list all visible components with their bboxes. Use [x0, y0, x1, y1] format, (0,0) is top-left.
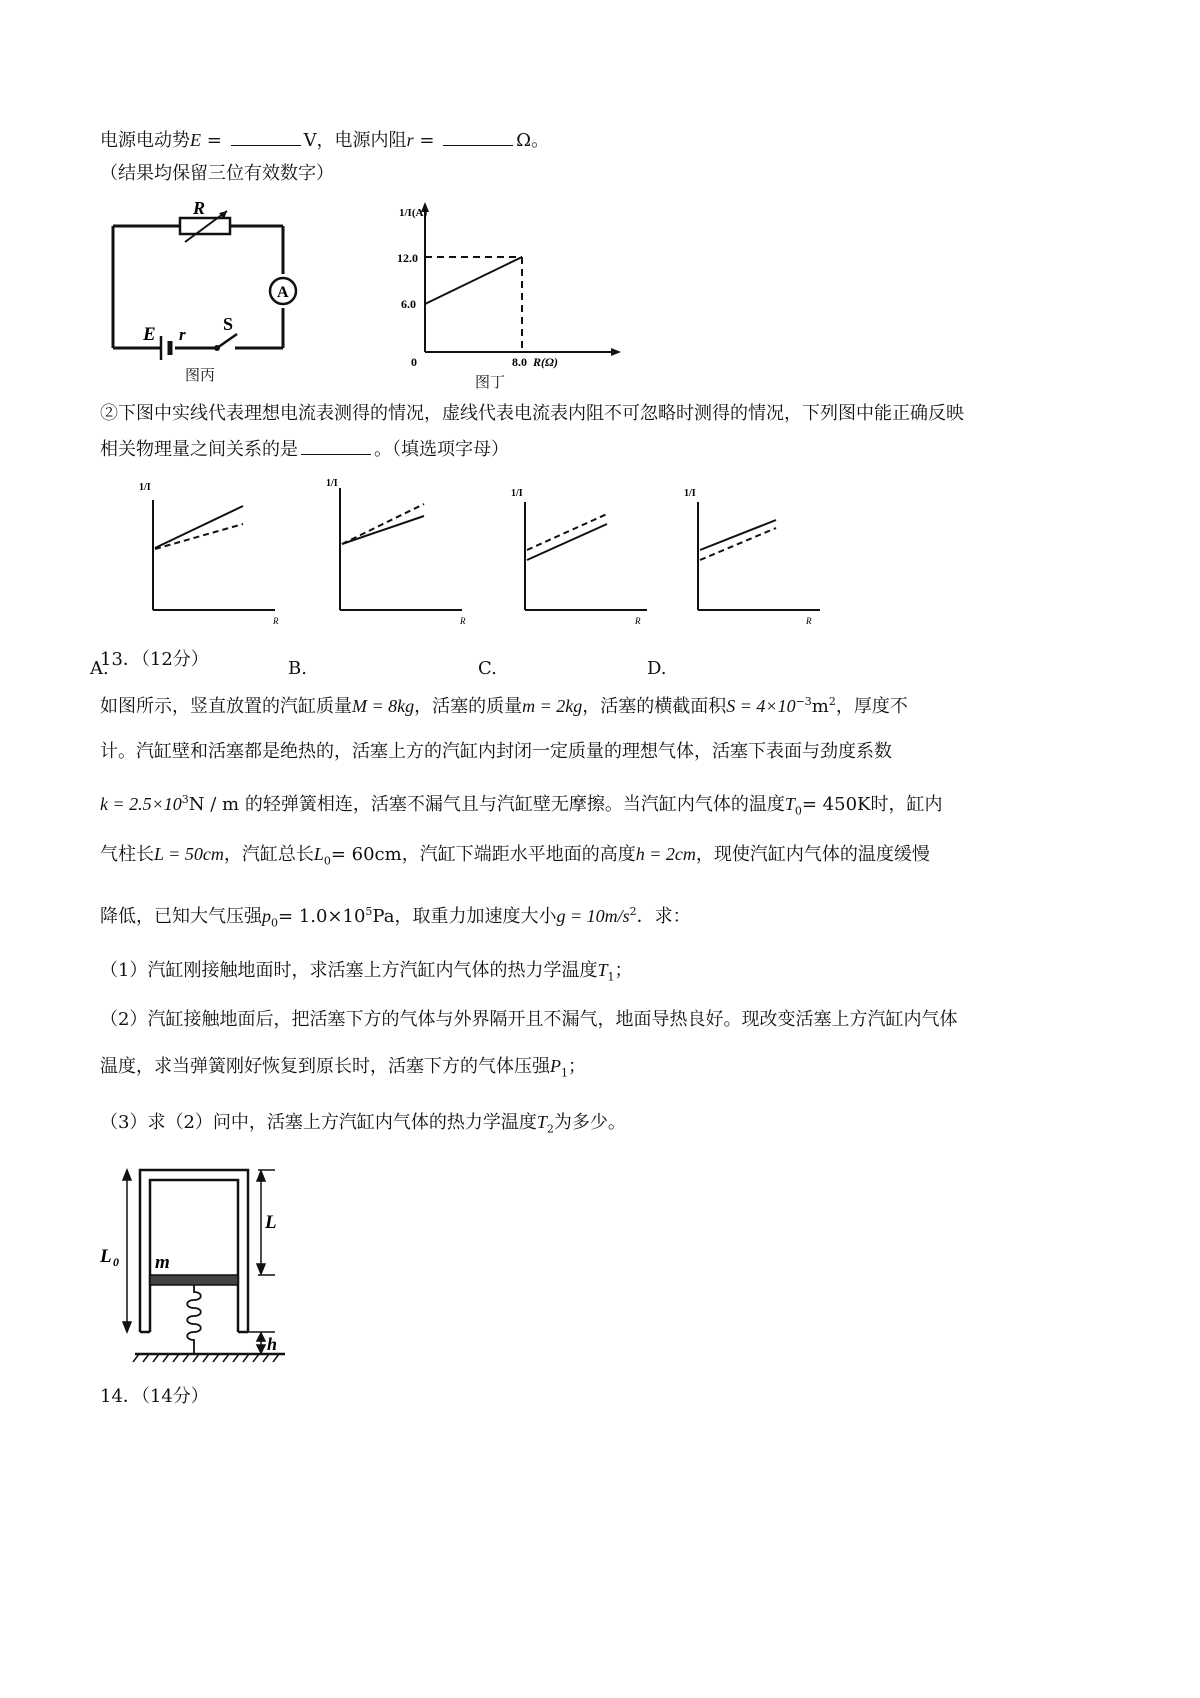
length-L0-sub: 0 [323, 854, 331, 868]
temp-T0-val: = 450K [801, 794, 871, 815]
spring-k-exp: 3 [181, 793, 189, 806]
q13-para-line5 [100, 900, 691, 936]
switch [217, 334, 237, 348]
area-S: S = 4×10 [726, 696, 796, 716]
E-label: E [143, 324, 156, 345]
mass-m: m = 2kg [522, 696, 583, 716]
h-label: h [267, 1334, 278, 1354]
q13-text: ，取重力加速度大小 [394, 906, 557, 927]
q13-sub3-end: 为多少。 [553, 1112, 626, 1133]
option-c-y-label: 1/I [511, 488, 523, 499]
part2-text-2: 。（填选项字母） [374, 439, 509, 460]
q13-text: 的轻弹簧相连，活塞不漏气且与汽缸壁无摩擦。当汽缸内气体的温度 [244, 794, 785, 815]
y-axis-label: 1/I(A) [399, 207, 428, 219]
mass-M: M = 8kg [352, 696, 415, 716]
q13-para-line3 [100, 788, 942, 824]
q13-text: ，活塞的横截面积 [582, 696, 727, 717]
spring-k: k = 2.5×10 [100, 794, 182, 814]
option-c-dashed-line [527, 514, 607, 550]
option-b-x-label: R [460, 616, 466, 626]
option-d-x-label: R [806, 616, 812, 626]
option-b-y-label: 1/I [326, 478, 338, 489]
q13-sub2-end: ； [568, 1056, 586, 1077]
area-unit: m [811, 696, 829, 717]
resistance-answer-blank[interactable] [443, 129, 513, 146]
y-tick-6: 6.0 [401, 297, 416, 311]
q13-para-line4 [100, 842, 930, 874]
option-d-dashed-line [700, 528, 776, 560]
gravity-g-exp: 2 [629, 905, 637, 918]
q13-text: ，活塞的质量 [414, 696, 523, 717]
option-d-letter[interactable]: D. [647, 658, 667, 679]
option-b-graph [312, 478, 472, 628]
q13-text: ，汽缸总长 [223, 844, 314, 865]
height-h: h = 2cm [635, 844, 696, 864]
temp-T1: T [597, 960, 608, 980]
option-d-y-label: 1/I [684, 488, 696, 499]
pressure-p0: p [262, 906, 271, 926]
q13-sub1-end: ； [614, 960, 633, 981]
L-label: L [265, 1212, 277, 1233]
q13-text: 如图所示，竖直放置的汽缸质量 [100, 696, 352, 717]
figure-bing-caption: 图丙 [185, 366, 216, 384]
q13-text: ，厚度不 [835, 696, 908, 717]
y-tick-12: 12.0 [397, 251, 418, 265]
q13-text: 降低，已知大气压强 [100, 906, 262, 927]
q13-sub1 [100, 958, 632, 990]
equals-sign-2: = [419, 130, 435, 151]
option-b-dashed-line [342, 504, 424, 544]
S-label: S [223, 314, 234, 334]
L0-sub-label: 0 [113, 1255, 119, 1269]
pressure-p0-val: = 1.0×10 [278, 906, 366, 927]
length-L0: L [313, 844, 324, 864]
option-a-graph [125, 478, 285, 628]
pressure-P1-sub: 1 [561, 1066, 568, 1080]
ohm-unit: Ω。 [516, 130, 550, 151]
pressure-p0-unit: Pa [372, 906, 395, 927]
option-c-letter[interactable]: C. [478, 658, 497, 679]
q13-sub2-text: 温度，求当弹簧刚好恢复到原长时，活塞下方的气体压强 [100, 1056, 550, 1077]
q13-text: ，现使汽缸内气体的温度缓慢 [695, 844, 930, 865]
option-a-y-label: 1/I [139, 482, 151, 493]
q12-line1-text-2: V，电源内阻 [303, 130, 407, 151]
L0-label: L [100, 1246, 112, 1267]
option-d-graph [670, 478, 830, 628]
x-axis-label: R(Ω) [533, 355, 558, 369]
q13-para-line1 [100, 690, 908, 719]
pressure-p0-exp: 5 [365, 905, 373, 918]
temp-T1-sub: 1 [607, 970, 615, 984]
origin-label: 0 [411, 355, 417, 369]
equals-sign: = [206, 130, 222, 151]
piston [150, 1275, 238, 1285]
pressure-P1: P [550, 1056, 561, 1076]
q13-sub2-line1: （2）汽缸接触地面后，把活塞下方的气体与外界隔开且不漏气，地面导热良好。现改变活塞上方汽缸内气体 [100, 1009, 958, 1030]
r-symbol: r [406, 130, 414, 150]
E-symbol: E [190, 130, 201, 150]
temp-T0: T [784, 794, 795, 814]
q13-header: 13．（12分） [100, 649, 209, 670]
temp-T2-sub: 2 [546, 1122, 554, 1136]
option-a-letter[interactable]: A. [90, 658, 109, 679]
x-tick-8: 8.0 [512, 355, 527, 369]
R-label: R [193, 198, 206, 218]
graph-ding [395, 200, 625, 370]
q12-part2-line1: ②下图中实线代表理想电流表测得的情况，虚线代表电流表内阻不可忽略时测得的情况，下列图中能正确反映 [100, 403, 964, 424]
temp-T2: T [536, 1112, 547, 1132]
length-L0-val: = 60cm [330, 844, 402, 865]
q12-answer-line [100, 128, 549, 153]
q13-text: 时，缸内 [870, 794, 943, 815]
q13-sub3 [100, 1110, 626, 1142]
area-exp: −3 [795, 695, 812, 708]
q13-text: 气柱长 [100, 844, 154, 865]
option-d-solid-line [700, 520, 776, 550]
spring [187, 1285, 201, 1354]
temp-T0-sub: 0 [794, 804, 802, 818]
option-c-solid-line [527, 524, 607, 560]
circuit-diagram [105, 198, 305, 362]
L0-dimension [123, 1170, 131, 1332]
figure-ding-caption: 图丁 [475, 373, 506, 391]
length-L: L = 50cm [154, 844, 224, 864]
cylinder-diagram [95, 1162, 305, 1372]
choice-answer-blank[interactable] [301, 438, 371, 455]
option-b-letter[interactable]: B. [288, 658, 307, 679]
option-c-x-label: R [635, 616, 641, 626]
q13-text: ，汽缸下端距水平地面的高度 [401, 844, 636, 865]
q13-sub1-text: （1）汽缸刚接触地面时，求活塞上方汽缸内气体的热力学温度 [100, 960, 598, 981]
q12-part2-line2 [100, 438, 509, 462]
spring-k-unit: N / m [188, 794, 240, 815]
r-label: r [179, 325, 186, 344]
option-a-x-label: R [273, 616, 279, 626]
option-b-solid-line [342, 516, 424, 544]
pressure-p0-sub: 0 [271, 916, 278, 930]
graph-ding-line [425, 257, 522, 304]
piston-mass-label: m [155, 1252, 170, 1273]
q13-text: ．求： [636, 906, 691, 927]
q12-line1-text: 电源电动势 [100, 130, 190, 151]
option-c-graph [497, 478, 657, 628]
q12-note: （结果均保留三位有效数字） [100, 163, 334, 184]
q13-para-line2: 计。汽缸壁和活塞都是绝热的，活塞上方的汽缸内封闭一定质量的理想气体，活塞下表面与劲度系数 [100, 741, 892, 762]
q13-sub3-text: （3）求（2）问中，活塞上方汽缸内气体的热力学温度 [100, 1112, 537, 1133]
q13-sub2-line2 [100, 1054, 586, 1086]
ammeter-label: A [277, 284, 289, 301]
gravity-g: g = 10m/s [556, 906, 630, 926]
area-unit-exp: 2 [828, 695, 836, 708]
q14-header: 14．（14分） [100, 1386, 209, 1407]
emf-answer-blank[interactable] [231, 129, 301, 146]
option-a-solid-line [155, 506, 243, 548]
part2-text: 相关物理量之间关系的是 [100, 439, 298, 460]
